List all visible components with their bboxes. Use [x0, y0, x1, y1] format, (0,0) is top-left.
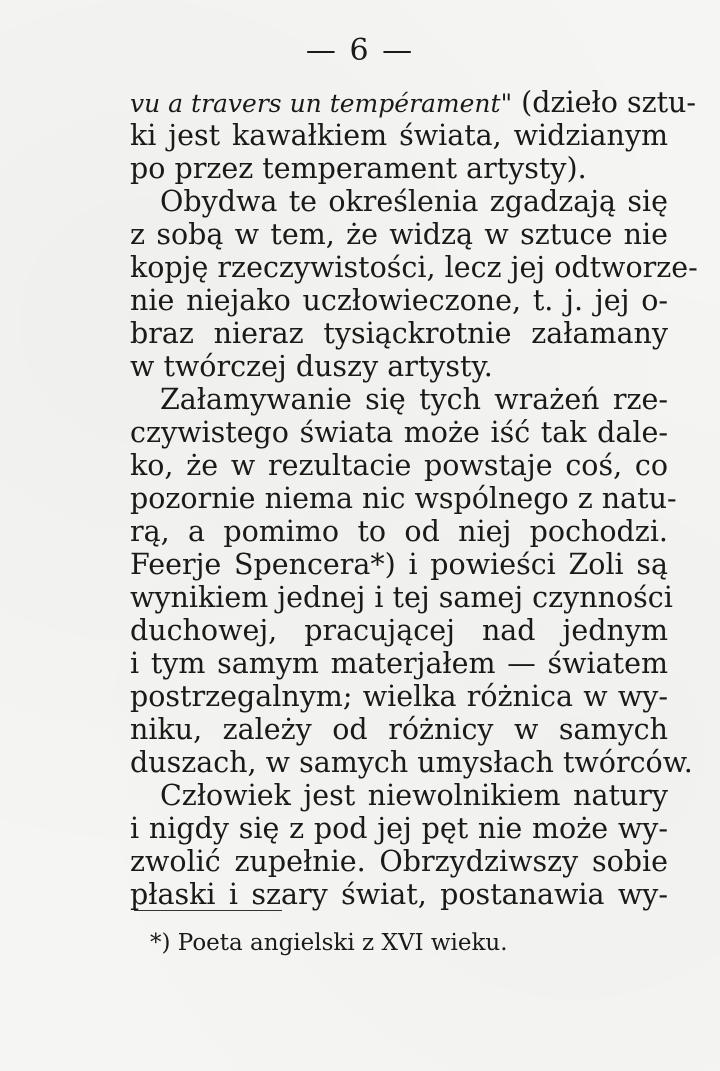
paragraph-start: Obydwa te określenia zgadzają się [160, 185, 668, 218]
text-line: po przez temperament artysty). [130, 152, 587, 185]
text-line: rą, a pomimo to od niej pochodzi. [130, 515, 668, 548]
text-line-1-rest: (dzieło sztu- [521, 86, 697, 119]
paragraph-start: Człowiek jest niewolnikiem natury [160, 779, 668, 812]
text-line: nie niejako uczłowieczone, t. j. jej o- [130, 284, 668, 317]
text-line: duchowej, pracującej nad jednym [130, 614, 668, 647]
text-line: w twórczej duszy artysty. [130, 350, 493, 383]
text-line: niku, zależy od różnicy w samych [130, 713, 668, 746]
text-line: i tym samym materjałem — światem [130, 647, 668, 680]
text-line: postrzegalnym; wielka różnica w wy- [130, 680, 668, 713]
text-line: duszach, w samych umysłach twórców. [130, 746, 693, 779]
text-line: płaski i szary świat, postanawia wy- [130, 878, 668, 911]
text-line: kopję rzeczywistości, lecz jej odtworze- [130, 251, 698, 284]
paragraph-start: Załamywanie się tych wrażeń rze- [160, 383, 668, 416]
text-line: braz nieraz tysiąckrotnie załamany [130, 317, 668, 350]
text-line: wynikiem jednej i tej samej czynności [130, 581, 673, 614]
page-number: — 6 — [305, 33, 415, 68]
text-line: i nigdy się z pod jej pęt nie może wy- [130, 812, 668, 845]
body-text [130, 86, 698, 911]
text-line: czywistego świata może iść tak dale- [130, 416, 668, 449]
text-line: ko, że w rezultacie powstaje coś, co [130, 449, 668, 482]
text-line: z sobą w tem, że widzą w sztuce nie [130, 218, 668, 251]
footnote: *) Poeta angielski z XVI wieku. [150, 930, 508, 956]
text-line-1 [130, 86, 697, 119]
text-line: zwolić zupełnie. Obrzydziwszy sobie [130, 845, 668, 878]
french-quote: vu a travers un tempérament" [130, 89, 513, 118]
footnote-separator [134, 910, 282, 911]
text-line: ki jest kawałkiem świata, widzianym [130, 119, 668, 152]
text-line: Feerje Spencera*) i powieści Zoli są [130, 548, 668, 581]
text-line: pozornie niema nic wspólnego z natu- [130, 482, 677, 515]
